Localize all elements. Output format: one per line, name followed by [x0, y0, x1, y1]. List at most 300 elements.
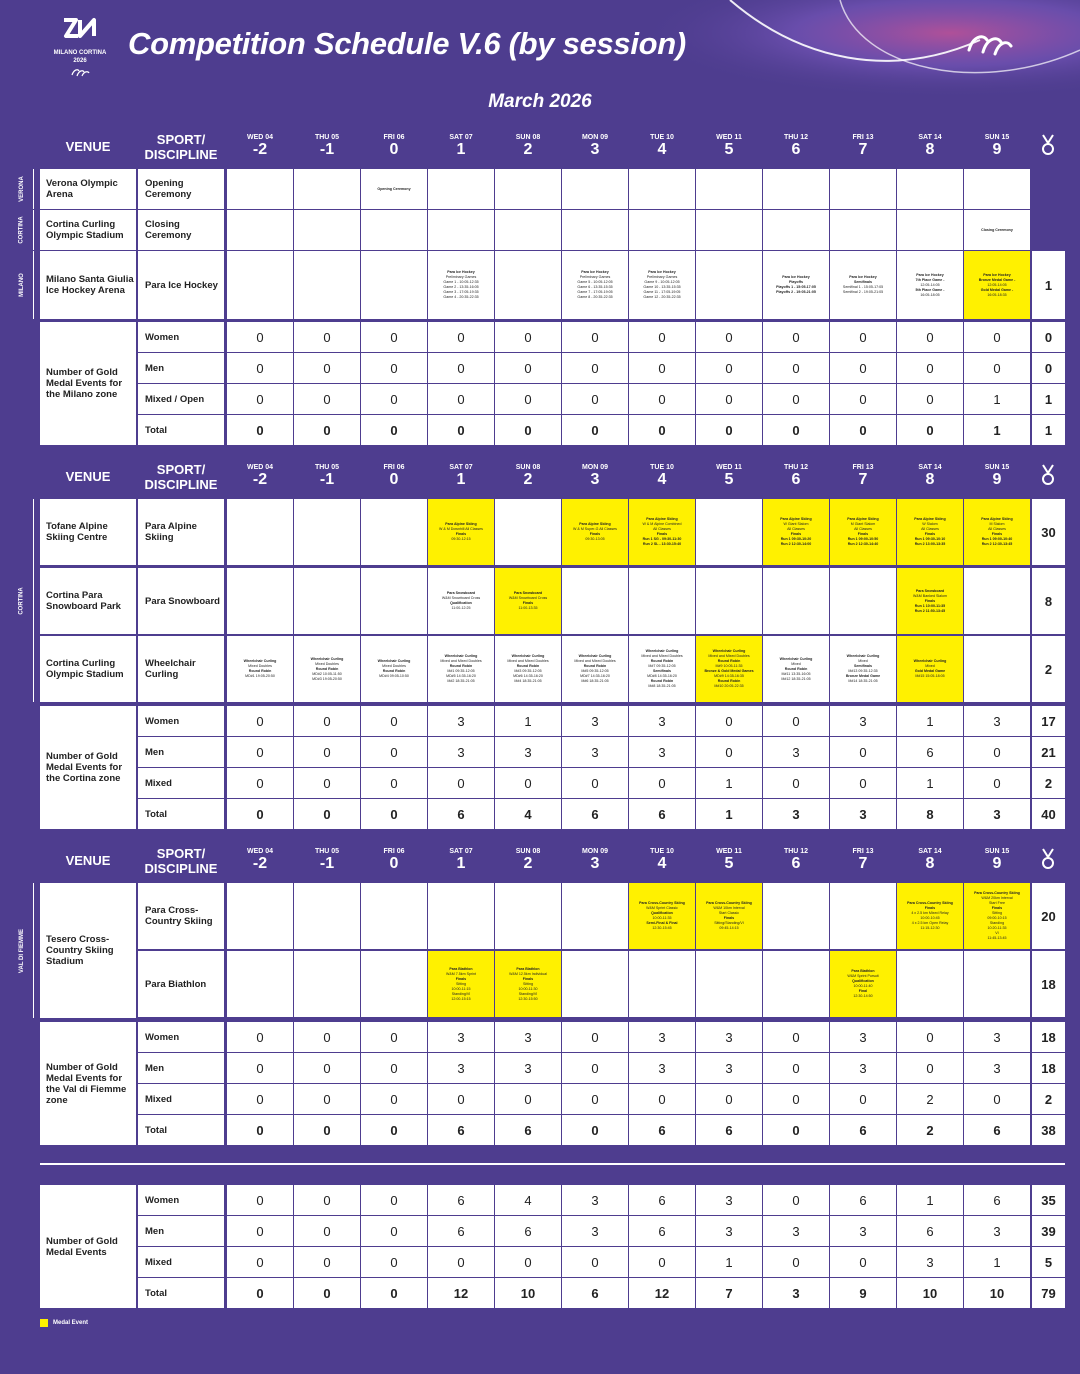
summary-value: 6: [562, 1278, 628, 1308]
summary-value: 3: [830, 1053, 896, 1083]
summary-value: 0: [964, 768, 1030, 798]
session-line: Game 1 - 10:05-12:35: [443, 280, 479, 284]
summary-value: 3: [696, 1216, 762, 1246]
session-line: Para Cross-Country Skiing: [639, 901, 685, 905]
summary-value: 0: [495, 415, 561, 445]
session-cell: [897, 210, 963, 250]
summary-value: 0: [830, 322, 896, 352]
session-text: [913, 589, 947, 614]
summary-value: 0: [361, 737, 427, 767]
summary-value: 0: [227, 1022, 293, 1052]
session-text: [643, 517, 682, 547]
summary-value: 0: [964, 1084, 1030, 1114]
session-line: 16:05-18:35: [987, 292, 1007, 297]
summary-value: 0: [897, 1053, 963, 1083]
day-name: SAT 07: [449, 464, 473, 471]
summary-value: 0: [897, 322, 963, 352]
session-line: Game 11 - 17:05-19:05: [643, 290, 681, 294]
summary-value: 0: [562, 415, 628, 445]
day-header: [897, 464, 963, 488]
session-text: [641, 649, 682, 689]
session-cell: [428, 210, 494, 250]
zone-line: [33, 210, 34, 250]
session-cell: [964, 210, 1030, 250]
session-line: 11:45-13:45: [987, 936, 1007, 940]
summary-value: 0: [763, 1247, 829, 1277]
session-text: [847, 969, 878, 999]
session-line: Finals: [790, 532, 802, 536]
summary-row-label: Women: [138, 706, 224, 736]
summary-value: 6: [562, 799, 628, 829]
session-cell: [428, 636, 494, 702]
session-cell: [830, 169, 896, 209]
day-name: WED 11: [716, 464, 742, 471]
session-line: Round Robin: [248, 669, 272, 673]
day-number: -2: [252, 141, 268, 158]
day-name: THU 12: [783, 134, 809, 141]
session-cell: [428, 169, 494, 209]
summary-value: 0: [562, 1084, 628, 1114]
session-line: Round Robin: [650, 679, 674, 683]
session-cell: [696, 883, 762, 949]
day-number: 8: [925, 855, 935, 872]
summary-value: 0: [495, 322, 561, 352]
session-cell: [629, 169, 695, 209]
summary-value: 3: [763, 737, 829, 767]
summary-value: 0: [562, 322, 628, 352]
session-text: [443, 270, 478, 300]
venue-total: 30: [1032, 499, 1065, 565]
session-text: [509, 967, 547, 1002]
session-line: W&M Snowboard Cross: [508, 596, 548, 600]
summary-value: 3: [964, 1216, 1030, 1246]
session-cell: [495, 251, 561, 319]
summary-value: 0: [294, 706, 360, 736]
summary-value: 0: [361, 1216, 427, 1246]
summary-value: 0: [227, 1247, 293, 1277]
summary-value: 3: [428, 1022, 494, 1052]
summary-value: 0: [629, 353, 695, 383]
session-line: M#5 09:35-12:05: [581, 669, 609, 673]
summary-total: 1: [1032, 415, 1065, 445]
session-line: Run 1 10:00-11:35: [914, 603, 946, 608]
day-header: [964, 464, 1030, 488]
session-cell: [495, 210, 561, 250]
session-cell: [227, 636, 293, 702]
summary-value: 0: [294, 1216, 360, 1246]
session-line: Para Snowboard: [513, 591, 543, 595]
session-line: Para Alpine Skiing: [981, 517, 1013, 521]
zone-label: [12, 499, 32, 702]
session-line: Sitting: [523, 981, 533, 986]
summary-row-label: Mixed: [138, 1247, 224, 1277]
session-cell: [428, 883, 494, 949]
session-line: Semifinals: [653, 669, 671, 673]
session-line: M#10 20:05-22:35: [714, 684, 744, 688]
session-cell: [964, 636, 1030, 702]
summary-value: 6: [830, 1115, 896, 1145]
session-line: 5th Place Game -: [915, 287, 945, 292]
summary-value: 3: [562, 706, 628, 736]
session-cell: [294, 568, 360, 634]
session-line: W&M Sprint Pursuit: [847, 974, 879, 978]
day-number: 9: [992, 471, 1002, 488]
summary-value: 0: [361, 1053, 427, 1083]
summary-value: 6: [495, 1115, 561, 1145]
summary-value: 0: [562, 1247, 628, 1277]
session-text: [507, 654, 548, 684]
session-line: All Classes: [653, 527, 671, 531]
day-header: [294, 134, 360, 158]
day-header: [696, 464, 762, 488]
session-cell: [428, 568, 494, 634]
session-cell: [696, 251, 762, 319]
session-line: Semifinals: [854, 280, 872, 284]
summary-value: 0: [361, 1278, 427, 1308]
summary-value: 6: [897, 737, 963, 767]
medal-icon: [1040, 464, 1056, 486]
summary-value: 3: [830, 799, 896, 829]
summary-value: 0: [294, 384, 360, 414]
session-line: Para Ice Hockey: [849, 275, 877, 279]
session-line: Para Cross-Country Skiing: [907, 901, 953, 905]
day-header: [562, 848, 628, 872]
session-cell: [763, 951, 829, 1017]
session-line: M#14 18:35-21:05: [848, 679, 878, 683]
day-number: 4: [657, 855, 667, 872]
sport-name: Opening Ceremony: [138, 169, 224, 209]
summary-value: 6: [629, 799, 695, 829]
summary-value: 1: [964, 415, 1030, 445]
summary-row-label: Total: [138, 1278, 224, 1308]
session-text: [446, 967, 476, 1002]
day-header: [763, 848, 829, 872]
summary-value: 6: [428, 1216, 494, 1246]
session-line: M#11 13:35-16:05: [781, 671, 811, 676]
session-cell: [696, 210, 762, 250]
session-line: Run 1 09:30-10:10: [914, 537, 946, 541]
summary-value: 0: [629, 415, 695, 445]
session-line: 10:00-11:15: [451, 986, 471, 991]
session-line: Semi-Final & Final: [646, 921, 678, 925]
session-cell: [696, 951, 762, 1017]
summary-value: 3: [629, 706, 695, 736]
venue-total: 20: [1032, 883, 1065, 949]
day-number: 0: [389, 471, 399, 488]
summary-value: 0: [227, 706, 293, 736]
day-name: SUN 08: [515, 464, 541, 471]
summary-value: 3: [964, 1053, 1030, 1083]
day-name: WED 11: [716, 848, 742, 855]
summary-value: 6: [428, 1185, 494, 1215]
session-line: Finals: [924, 532, 936, 536]
session-text: [439, 522, 483, 542]
summary-value: 0: [495, 384, 561, 414]
day-header: [294, 848, 360, 872]
session-cell: [361, 636, 427, 702]
divider: [40, 1163, 1065, 1165]
summary-total: 2: [1032, 768, 1065, 798]
milano-cortina-logo: [48, 16, 112, 80]
session-line: Mixed: [791, 661, 801, 666]
summary-value: 0: [763, 1053, 829, 1083]
session-line: Para Alpine Skiing: [445, 522, 477, 526]
session-cell: [361, 251, 427, 319]
session-cell: [227, 251, 293, 319]
session-line: Finals: [723, 916, 735, 920]
summary-value: 0: [227, 799, 293, 829]
session-text: [974, 891, 1020, 941]
session-line: Mixed and Mixed Doubles: [708, 654, 750, 658]
session-line: 16:05-18:05: [920, 292, 940, 297]
session-line: Qualification: [852, 979, 874, 983]
session-line: Semifinal 1 - 15:05-17:05: [842, 285, 884, 289]
session-cell: [562, 169, 628, 209]
summary-value: 3: [428, 706, 494, 736]
session-cell: [964, 951, 1030, 1017]
summary-value: 0: [629, 768, 695, 798]
session-line: 12:30-14:50: [853, 994, 873, 998]
session-cell: [830, 883, 896, 949]
session-cell: [763, 169, 829, 209]
venue-total: 2: [1032, 636, 1065, 702]
session-text: [244, 659, 277, 679]
session-cell: [964, 499, 1030, 565]
day-name: SUN 15: [984, 848, 1010, 855]
summary-value: 0: [830, 384, 896, 414]
session-cell: [361, 169, 427, 209]
summary-value: 3: [629, 1022, 695, 1052]
summary-value: 3: [830, 706, 896, 736]
day-header: [562, 134, 628, 158]
summary-row-label: Total: [138, 1115, 224, 1145]
session-line: Wheelchair Curling: [846, 654, 880, 658]
sport-column-header: SPORT/ DISCIPLINE: [144, 846, 218, 876]
summary-value: 6: [696, 1115, 762, 1145]
summary-value: 3: [428, 1053, 494, 1083]
session-line: Semifinal 2 - 19:05-21:05: [842, 290, 884, 294]
venue-name: Milano Santa Giulia Ice Hockey Arena: [40, 251, 136, 319]
session-line: Para Alpine Skiing: [847, 517, 879, 521]
summary-value: 3: [495, 737, 561, 767]
summary-value: 0: [294, 322, 360, 352]
session-line: 09:00-10:15: [987, 916, 1007, 920]
day-number: 8: [925, 471, 935, 488]
summary-value: 6: [629, 1216, 695, 1246]
session-cell: [294, 883, 360, 949]
summary-value: 3: [562, 1185, 628, 1215]
day-header: [428, 464, 494, 488]
session-text: [916, 273, 945, 298]
summary-value: 0: [495, 1084, 561, 1114]
session-cell: [495, 499, 561, 565]
page-subtitle: March 2026: [488, 91, 592, 112]
day-header: [629, 464, 695, 488]
session-text: [440, 654, 481, 684]
session-text: [981, 517, 1012, 547]
summary-row-label: Men: [138, 1053, 224, 1083]
day-number: 8: [925, 141, 935, 158]
summary-value: 4: [495, 799, 561, 829]
session-text: [914, 517, 945, 547]
summary-value: 0: [495, 1247, 561, 1277]
zone-label: [12, 251, 32, 319]
day-number: 2: [523, 141, 533, 158]
logo-mark-icon: [48, 16, 112, 50]
summary-value: 0: [227, 415, 293, 445]
day-number: 5: [724, 141, 734, 158]
summary-value: 3: [763, 799, 829, 829]
session-line: Mixed Doubles: [315, 661, 339, 666]
summary-value: 0: [227, 322, 293, 352]
summary-row-label: Total: [138, 799, 224, 829]
session-line: Para Ice Hockey: [581, 270, 609, 274]
session-line: All Classes: [988, 527, 1006, 531]
summary-value: 3: [763, 1278, 829, 1308]
day-header: [897, 134, 963, 158]
venue-name: Verona Olympic Arena: [40, 169, 136, 209]
session-line: Opening Ceremony: [377, 186, 411, 191]
session-line: Finals: [857, 532, 869, 536]
day-number: 2: [523, 471, 533, 488]
session-line: W&M 12.5km Individual: [509, 971, 547, 976]
session-line: All Classes: [787, 527, 805, 531]
session-line: Wheelchair Curling: [243, 659, 277, 663]
summary-value: 3: [495, 1053, 561, 1083]
session-line: MD#3 19:05-20:50: [312, 676, 342, 681]
zone-label-text: CORTINA: [19, 586, 25, 615]
session-text: [780, 517, 811, 547]
venue-name: Tofane Alpine Skiing Centre: [40, 499, 136, 565]
session-text: [979, 273, 1016, 298]
day-header: [629, 848, 695, 872]
session-line: W & M Downhill All Classes: [439, 527, 483, 531]
session-line: Final: [858, 989, 868, 993]
session-text: [907, 901, 953, 931]
session-line: Round Robin: [650, 659, 674, 663]
session-line: Round Robin: [784, 666, 808, 671]
day-header: [361, 848, 427, 872]
session-cell: [361, 883, 427, 949]
summary-value: 3: [964, 706, 1030, 736]
session-line: Game 8 - 20:35-22:35: [577, 295, 613, 299]
session-line: Game 12 - 20:35-22:35: [643, 295, 681, 299]
session-line: Mixed and Mixed Doubles: [574, 659, 616, 663]
session-line: 10:00-11:30: [518, 986, 538, 991]
summary-value: 0: [294, 1278, 360, 1308]
summary-value: 0: [361, 1185, 427, 1215]
session-line: Wheelchair Curling: [645, 649, 679, 653]
summary-value: 9: [830, 1278, 896, 1308]
session-cell: [763, 568, 829, 634]
day-number: 3: [590, 141, 600, 158]
session-text: [981, 228, 1013, 233]
summary-value: 0: [361, 322, 427, 352]
session-line: Wheelchair Curling: [511, 654, 545, 658]
summary-total: 21: [1032, 737, 1065, 767]
session-line: W Slalom: [922, 522, 938, 526]
summary-value: 0: [562, 353, 628, 383]
day-name: WED 04: [246, 848, 274, 855]
session-line: 11:00-12:25: [451, 606, 471, 610]
session-line: 10:00-11:35: [652, 916, 672, 920]
sport-name: Para Alpine Skiing: [138, 499, 224, 565]
summary-value: 0: [562, 768, 628, 798]
day-name: FRI 13: [852, 134, 874, 141]
venue-total: 1: [1032, 251, 1065, 319]
summary-value: 0: [830, 737, 896, 767]
session-line: 09:30-12:15: [451, 537, 471, 541]
venue-total: 8: [1032, 568, 1065, 634]
summary-value: 10: [897, 1278, 963, 1308]
session-line: Preliminary Games: [445, 275, 477, 279]
day-number: 1: [456, 141, 466, 158]
summary-value: 0: [562, 1115, 628, 1145]
day-header: [428, 134, 494, 158]
zone-label: [12, 169, 32, 209]
session-line: MD#9 14:35-16:35: [714, 674, 744, 678]
summary-value: 0: [227, 768, 293, 798]
session-line: All Classes: [921, 527, 939, 531]
session-cell: [897, 499, 963, 565]
session-line: Semifinals: [854, 664, 872, 668]
summary-label: Number of Gold Medal Events for the Milano zone: [40, 322, 136, 445]
summary-value: 0: [361, 799, 427, 829]
session-line: Game 7 - 17:05-19:05: [577, 290, 613, 294]
day-number: 4: [657, 141, 667, 158]
session-line: 4 x 2.5 km Open Relay: [911, 921, 949, 925]
session-text: [704, 649, 753, 689]
session-cell: [897, 636, 963, 702]
session-line: 09:30-13:05: [585, 537, 605, 541]
summary-total: 18: [1032, 1022, 1065, 1052]
session-cell: [495, 169, 561, 209]
day-number: 5: [724, 855, 734, 872]
summary-value: 10: [964, 1278, 1030, 1308]
summary-total: 35: [1032, 1185, 1065, 1215]
session-line: M#8 18:35-21:05: [648, 684, 676, 688]
summary-value: 0: [629, 1084, 695, 1114]
day-number: 0: [389, 855, 399, 872]
session-text: [574, 654, 615, 684]
session-line: Qualification: [450, 601, 472, 605]
zone-line: [33, 499, 34, 702]
summary-value: 0: [361, 1247, 427, 1277]
session-line: 12:05-14:05: [987, 282, 1007, 287]
summary-value: 0: [763, 415, 829, 445]
summary-row-label: Women: [138, 1185, 224, 1215]
session-line: Gold Medal Game: [914, 669, 946, 673]
session-line: Para Biathlon: [851, 969, 875, 973]
summary-value: 4: [495, 1185, 561, 1215]
session-line: Run 1 SG - 09:30-11:30: [642, 537, 682, 541]
session-text: [639, 901, 685, 931]
summary-value: 0: [562, 384, 628, 414]
session-line: Run 2 13:00-13:35: [914, 542, 946, 546]
session-line: Para Biathlon: [449, 966, 473, 971]
session-line: W&M 20km Interval: [981, 896, 1013, 900]
summary-value: 6: [629, 1115, 695, 1145]
summary-value: 6: [964, 1185, 1030, 1215]
session-line: Wheelchair Curling: [444, 654, 478, 658]
session-line: Round Robin: [315, 666, 339, 671]
session-cell: [361, 499, 427, 565]
day-header: [964, 848, 1030, 872]
session-line: Finals: [924, 598, 936, 603]
session-line: Para Snowboard: [915, 588, 945, 593]
session-cell: [495, 568, 561, 634]
day-name: SUN 15: [984, 464, 1010, 471]
